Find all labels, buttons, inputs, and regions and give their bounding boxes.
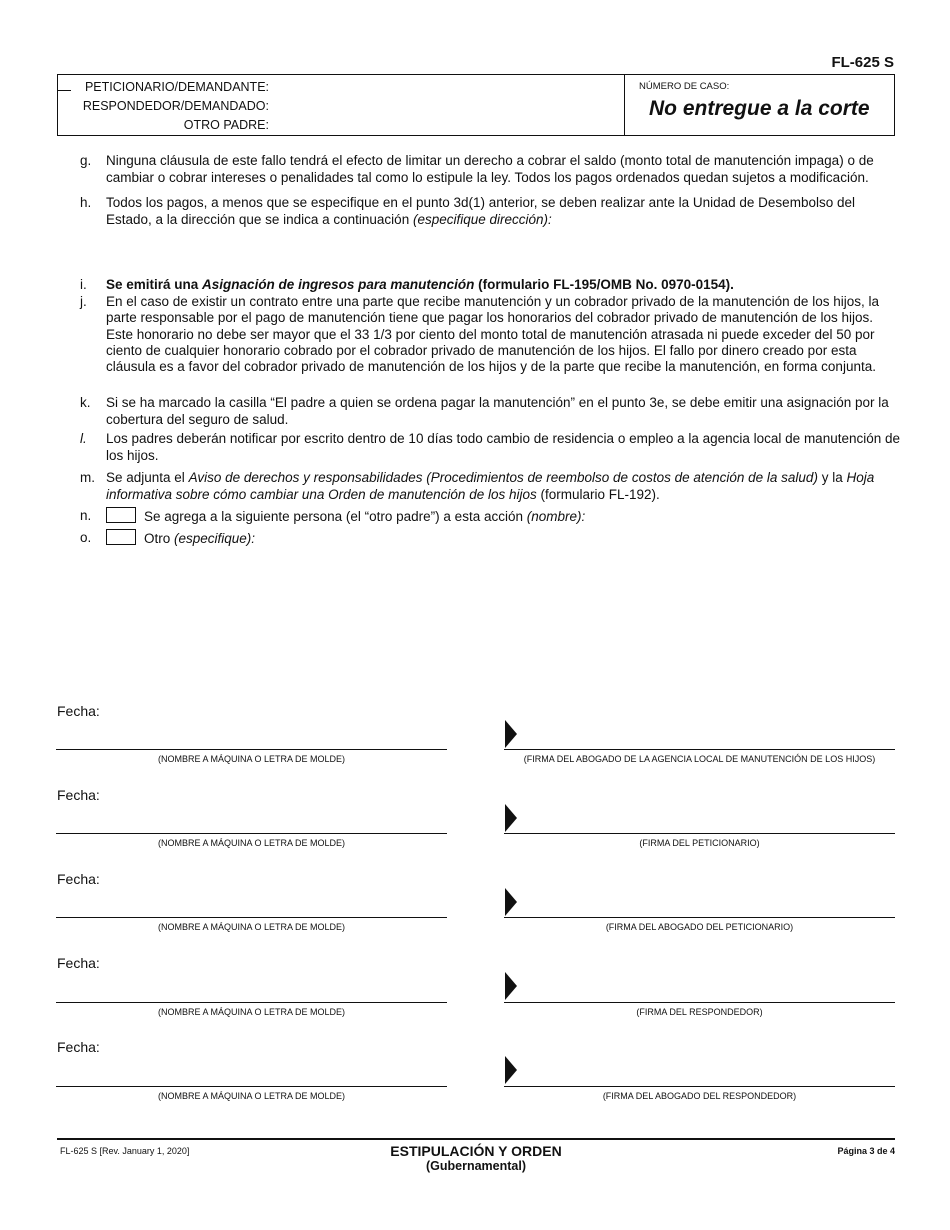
case-number-value: No entregue a la corte bbox=[649, 97, 870, 120]
item-text: En el caso de existir un contrato entre una parte que recibe manutención y un cobrador privado de la manutención de los hijos, la parte responsable por el pago de manutención tiene que pagar los honorarios del cobrador privado de manutención de los hijos. Este honorario no debe ser mayor que el 33 1/3 por ciento del monto total de manutención atrasada ni puede exceder del 50 por ciento de cualquier honorario cobrado por el cobrador privado de manutención de los hijos. El fallo por dinero creado por esta cláusula es a favor del cobrador privado de manutención de los hijos y de la parte que recibe la manutención, en forma conjunta. bbox=[106, 294, 879, 375]
item-letter: l. bbox=[80, 431, 87, 446]
footer-rule bbox=[57, 1138, 895, 1140]
item-letter: j. bbox=[80, 294, 87, 309]
item-m-text2: y la bbox=[817, 470, 847, 485]
name-caption: (NOMBRE A MÁQUINA O LETRA DE MOLDE) bbox=[157, 1007, 346, 1017]
item-m-italic2: Hoja informativa sobre cómo cambiar una Orden de manutención de los hijos bbox=[106, 470, 875, 502]
other-parent-checkbox[interactable] bbox=[106, 507, 136, 523]
sign-arrow-icon bbox=[505, 1056, 517, 1084]
case-number-label: NÚMERO DE CASO: bbox=[639, 81, 730, 92]
item-text: Ninguna cláusula de este fallo tendrá el efecto de limitar un derecho a cobrar el saldo (monto total de manutención impaga) o de cambiar o cobrar intereses o penalidades tal como lo estipule la ley. Todos los pagos ordenados quedan sujetos a modificación. bbox=[106, 153, 874, 185]
other-checkbox[interactable] bbox=[106, 529, 136, 545]
caption-header bbox=[57, 74, 895, 136]
item-text: Los padres deberán notificar por escrito dentro de 10 días todo cambio de residencia o empleo a la agencia local de manutención de los hijos. bbox=[106, 431, 901, 463]
item-letter: i. bbox=[80, 277, 87, 292]
name-line[interactable] bbox=[56, 917, 447, 918]
item-letter: n. bbox=[80, 508, 92, 523]
respondent-label: RESPONDEDOR/DEMANDADO: bbox=[82, 99, 269, 113]
name-caption: (NOMBRE A MÁQUINA O LETRA DE MOLDE) bbox=[157, 754, 346, 764]
item-i bbox=[80, 276, 900, 293]
item-o bbox=[80, 529, 900, 547]
signature-caption: (FIRMA DEL RESPONDEDOR) bbox=[636, 1007, 763, 1017]
item-letter: h. bbox=[80, 195, 92, 210]
petitioner-label: PETICIONARIO/DEMANDANTE: bbox=[84, 80, 269, 94]
item-n-text: Se agrega a la siguiente persona (el “otro padre”) a esta acción bbox=[144, 509, 527, 524]
item-m-text3: (formulario FL-192). bbox=[536, 487, 660, 502]
sign-arrow-icon bbox=[505, 720, 517, 748]
item-g bbox=[80, 152, 900, 186]
signature-line[interactable] bbox=[504, 917, 895, 918]
item-h-text: Todos los pagos, a menos que se especifique en el punto 3d(1) anterior, se deben realizar ante la Unidad de Desembolso del Estado, a la dirección que se indica a continuación bbox=[106, 195, 855, 227]
item-l bbox=[80, 430, 900, 464]
name-caption: (NOMBRE A MÁQUINA O LETRA DE MOLDE) bbox=[157, 1091, 346, 1101]
item-n bbox=[80, 507, 900, 525]
item-i-bold2: (formulario FL-195/OMB No. 0970-0154). bbox=[474, 277, 734, 292]
page-number: Página 3 de 4 bbox=[837, 1146, 895, 1156]
item-letter: m. bbox=[80, 470, 95, 485]
item-text bbox=[106, 529, 900, 547]
item-m bbox=[80, 469, 900, 503]
item-text bbox=[106, 276, 900, 293]
item-text bbox=[106, 469, 900, 503]
item-o-text: Otro bbox=[144, 531, 175, 546]
item-o-italic: (especifique): bbox=[174, 531, 256, 546]
name-line[interactable] bbox=[56, 749, 447, 750]
name-line[interactable] bbox=[56, 1002, 447, 1003]
footer-title: ESTIPULACIÓN Y ORDEN bbox=[390, 1143, 562, 1159]
sign-arrow-icon bbox=[505, 804, 517, 832]
signature-line[interactable] bbox=[504, 1086, 895, 1087]
name-caption: (NOMBRE A MÁQUINA O LETRA DE MOLDE) bbox=[157, 922, 346, 932]
footer-revision: FL-625 S [Rev. January 1, 2020] bbox=[60, 1146, 190, 1156]
item-letter: k. bbox=[80, 395, 91, 410]
header-tick-mark bbox=[57, 90, 71, 91]
name-line[interactable] bbox=[56, 833, 447, 834]
name-line[interactable] bbox=[56, 1086, 447, 1087]
signature-line[interactable] bbox=[504, 833, 895, 834]
date-label: Fecha: bbox=[57, 955, 100, 971]
item-i-bold-italic: Asignación de ingresos para manutención bbox=[202, 277, 475, 292]
date-label: Fecha: bbox=[57, 871, 100, 887]
date-label: Fecha: bbox=[57, 1039, 100, 1055]
signature-caption: (FIRMA DEL ABOGADO DE LA AGENCIA LOCAL DE MANUTENCIÓN DE LOS HIJOS) bbox=[523, 754, 876, 764]
item-text bbox=[106, 194, 900, 228]
item-n-italic: (nombre): bbox=[526, 509, 586, 524]
signature-caption: (FIRMA DEL ABOGADO DEL RESPONDEDOR) bbox=[602, 1091, 797, 1101]
footer-title-block bbox=[300, 1143, 652, 1173]
name-caption: (NOMBRE A MÁQUINA O LETRA DE MOLDE) bbox=[157, 838, 346, 848]
item-k bbox=[80, 394, 900, 428]
party-names-box bbox=[58, 75, 625, 135]
sign-arrow-icon bbox=[505, 972, 517, 1000]
signature-caption: (FIRMA DEL PETICIONARIO) bbox=[639, 838, 760, 848]
date-label: Fecha: bbox=[57, 703, 100, 719]
signature-line[interactable] bbox=[504, 1002, 895, 1003]
signature-caption: (FIRMA DEL ABOGADO DEL PETICIONARIO) bbox=[605, 922, 794, 932]
form-number: FL-625 S bbox=[831, 54, 894, 71]
sign-arrow-icon bbox=[505, 888, 517, 916]
signature-line[interactable] bbox=[504, 749, 895, 750]
item-letter: o. bbox=[80, 530, 92, 545]
item-text: Si se ha marcado la casilla “El padre a quien se ordena pagar la manutención” en el punto 3e, se debe emitir una asignación por la cobertura del seguro de salud. bbox=[106, 395, 889, 427]
item-i-bold1: Se emitirá una bbox=[106, 277, 203, 292]
item-text bbox=[106, 507, 900, 525]
item-h bbox=[80, 194, 900, 228]
date-label: Fecha: bbox=[57, 787, 100, 803]
item-letter: g. bbox=[80, 153, 92, 168]
item-j bbox=[80, 294, 900, 375]
item-m-text1: Se adjunta el bbox=[106, 470, 189, 485]
item-m-italic1: Aviso de derechos y responsabilidades (Procedimientos de reembolso de costos de atención de la salud) bbox=[188, 470, 818, 485]
footer-subtitle: (Gubernamental) bbox=[425, 1159, 526, 1173]
item-h-italic: (especifique dirección): bbox=[412, 212, 552, 227]
other-parent-label: OTRO PADRE: bbox=[183, 118, 269, 132]
case-number-box bbox=[625, 75, 894, 135]
